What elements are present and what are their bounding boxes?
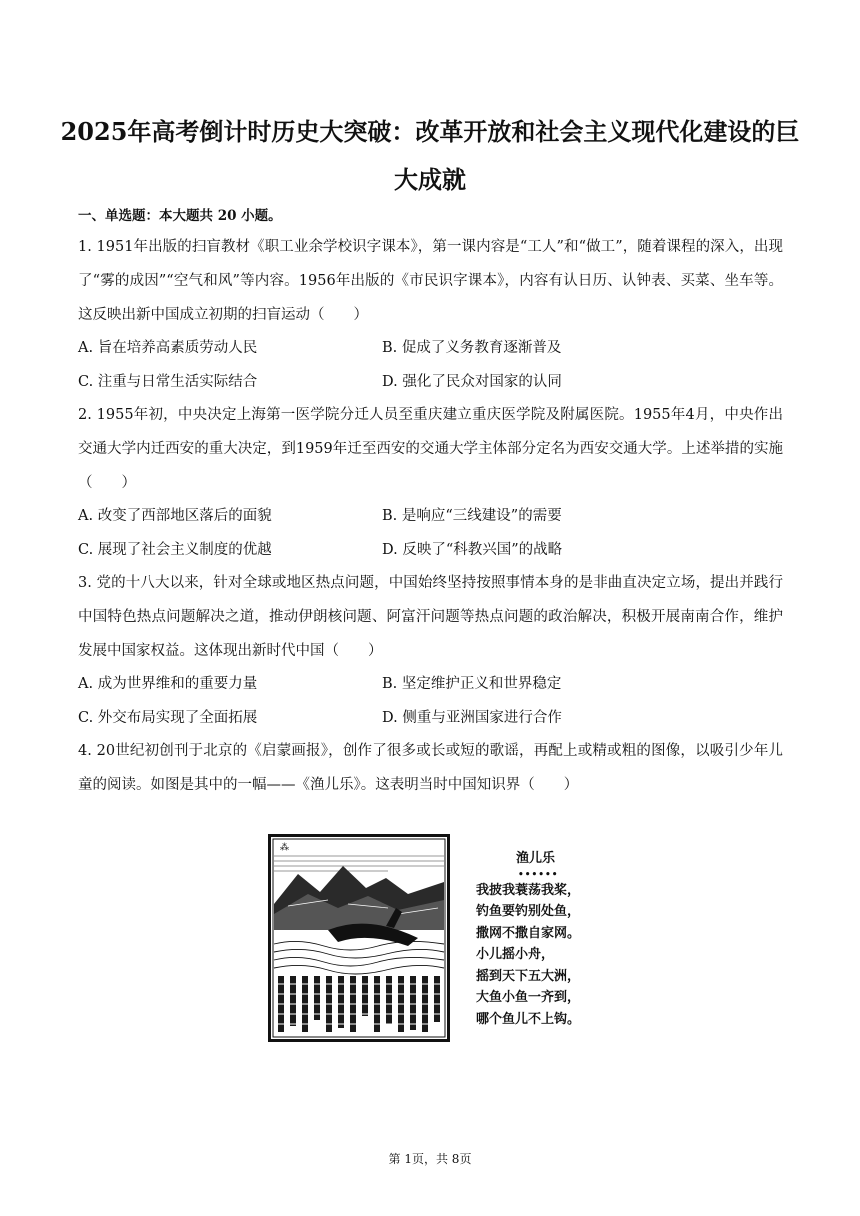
- title-line-1: 2025年高考倒计时历史大突破：改革开放和社会主义现代化建设的巨: [60, 117, 800, 146]
- question-1-option-b[interactable]: B. 促成了义务教育逐渐普及: [382, 340, 562, 356]
- question-2-option-d[interactable]: D. 反映了“科教兴国”的战略: [382, 542, 563, 558]
- section-heading: 一、单选题：本大题共 20 小题。: [78, 208, 282, 224]
- poem-line: 钓鱼要钓别处鱼，: [476, 904, 581, 919]
- question-2-option-c[interactable]: C. 展现了社会主义制度的优越: [78, 542, 272, 558]
- question-3-stem: 3. 党的十八大以来，针对全球或地区热点问题，中国始终坚持按照事情本身的是非曲直决定立场，提出并践行中国特色热点问题解决之道，推动伊朗核问题、阿富汗问题等热点问题的政治解决，积极开展南南合作，维护发展中国家权益。这体现出新时代中国（ ）: [78, 575, 783, 659]
- title-line-2: 大成就: [394, 165, 466, 194]
- question-4-stem: 4. 20世纪初创刊于北京的《启蒙画报》，创作了很多或长或短的歌谣，再配上或精或粗的图像，以吸引少年儿童的阅读。如图是其中的一幅——《渔儿乐》。这表明当时中国知识界（ ）: [78, 743, 783, 793]
- poem-fisher-joy: [476, 848, 616, 1030]
- question-3-option-d[interactable]: D. 侧重与亚洲国家进行合作: [382, 710, 562, 726]
- poem-title-dots: ••••••: [518, 869, 559, 880]
- question-1-option-c[interactable]: C. 注重与日常生活实际结合: [78, 374, 258, 390]
- poem-line: 我披我蓑荡我桨，: [476, 882, 581, 898]
- poem-line: 小儿摇小舟，: [476, 947, 555, 962]
- question-3-option-c[interactable]: C. 外交布局实现了全面拓展: [78, 710, 258, 726]
- question-2-stem: 2. 1955年初，中央决定上海第一医学院分迁人员至重庆建立重庆医学院及附属医院。1955年4月，中央作出交通大学内迁西安的重大决定，到1959年迁至西安的交通大学主体部分定名为西安交通大学。上述举措的实施（ ）: [78, 407, 783, 491]
- poem-line: 撒网不撒自家网。: [476, 925, 581, 941]
- poem-line: 摇到天下五大洲，: [476, 968, 581, 984]
- question-1-stem: 1. 1951年出版的扫盲教材《职工业余学校识字课本》，第一课内容是“工人”和“做工”，随着课程的深入，出现了“雾的成因”“空气和风”等内容。1956年出版的《市民识字课本》，内容有认日历、认钟表、买菜、坐车等。这反映出新中国成立初期的扫盲运动（ ）: [78, 239, 783, 323]
- document-title: [60, 108, 800, 204]
- question-3-option-b[interactable]: B. 坚定维护正义和世界稳定: [382, 676, 562, 692]
- page-footer: 第 1页，共 8页: [388, 1152, 472, 1166]
- question-4-figure: [268, 834, 602, 1042]
- question-1-option-d[interactable]: D. 强化了民众对国家的认同: [382, 374, 562, 390]
- poem-line: 大鱼小鱼一齐到，: [476, 990, 581, 1005]
- question-2-option-b[interactable]: B. 是响应“三线建设”的需要: [382, 508, 562, 524]
- woodcut-illustration: [268, 834, 450, 1042]
- poem-title: 渔儿乐: [516, 851, 556, 866]
- poem-line: 哪个鱼儿不上钩。: [476, 1011, 581, 1027]
- question-2-option-a[interactable]: A. 改变了西部地区落后的面貌: [78, 508, 272, 524]
- question-3-option-a[interactable]: A. 成为世界维和的重要力量: [78, 676, 258, 692]
- svg-text:⁂: ⁂: [280, 843, 289, 853]
- question-1-option-a[interactable]: A. 旨在培养高素质劳动人民: [78, 340, 258, 356]
